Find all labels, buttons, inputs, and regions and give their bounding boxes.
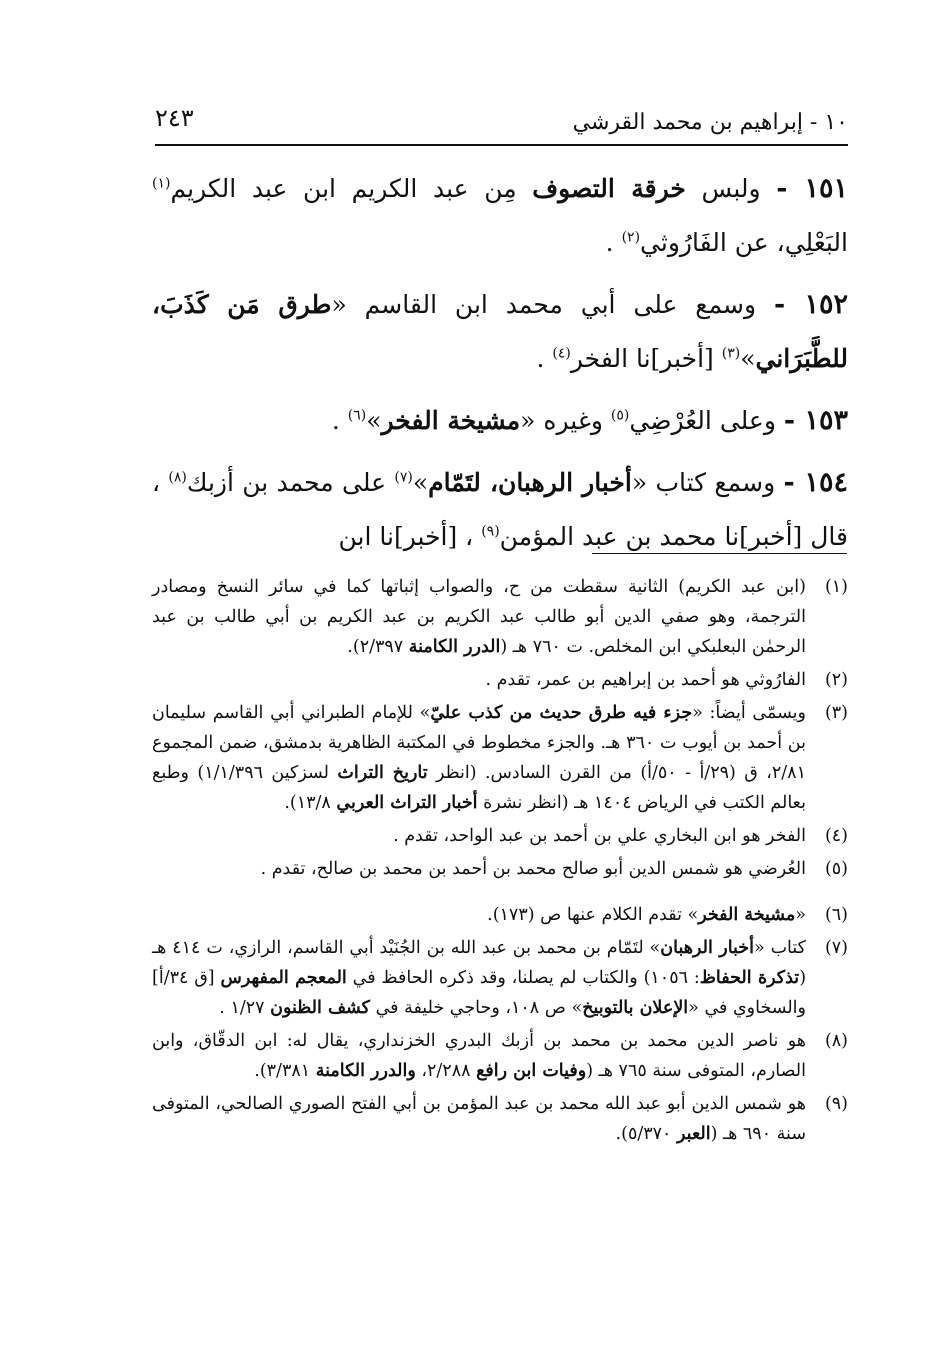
footnote-bold-text: كشف الظنون xyxy=(270,998,370,1018)
entry-number: ١٥٣ - xyxy=(783,405,848,436)
entry-text: » xyxy=(740,344,756,373)
entry-bold-text: مشيخة الفخر xyxy=(381,406,521,435)
entry-153 xyxy=(152,394,848,448)
entry-151 xyxy=(152,162,848,270)
footnote-number: (١) xyxy=(824,577,848,597)
footnotes xyxy=(152,572,848,1152)
footnote-item xyxy=(152,572,848,662)
entry-text: . xyxy=(331,406,348,435)
entry-text: ولبس xyxy=(685,174,777,203)
footnote-text-run: العُرضي هو شمس الدين أبو صالح محمد بن أحمد بن محمد بن صالح، تقدم . xyxy=(260,859,806,879)
footnote-item xyxy=(152,933,848,1023)
entry-text: وعلى العُرْضِي xyxy=(629,406,784,435)
entry-text: . xyxy=(605,228,622,257)
footnote-text xyxy=(152,665,806,695)
footnote-text xyxy=(152,1026,806,1086)
footnote-item xyxy=(152,900,848,930)
footnote-ref[interactable]: (٨) xyxy=(168,469,187,486)
footnote-text-run: هو ناصر الدين محمد بن محمد بن أزبك البدري الخزنداري، يقال له: ابن الدقّاق، وابن الصارم، المتوفى سنة ٧٦٥ هـ ( xyxy=(152,1031,806,1081)
entry-bold-text: أخبار الرهبان، لتَمّام xyxy=(428,468,632,497)
entry-text: البَعْلِي، عن الفَارُوثي xyxy=(640,228,848,257)
footnote-text-run: ١/٢٧ . xyxy=(219,998,271,1018)
entry-text: . xyxy=(536,344,553,373)
footnote-text-run: ٢/٢٨٨، xyxy=(415,1061,477,1081)
footnote-number: (٢) xyxy=(824,670,848,690)
footnote-item xyxy=(152,821,848,851)
footnote-bold-text: تذكرة الحفاظ xyxy=(699,968,800,988)
entry-text: [أخبر]نا الفخر xyxy=(570,344,722,373)
footnote-ref[interactable]: (١) xyxy=(152,175,171,192)
footnote-ref[interactable]: (٣) xyxy=(721,345,741,362)
entry-text: وغيره « xyxy=(520,406,611,435)
footnote-bold-text: المعجم المفهرس xyxy=(220,968,347,988)
footnote-text-run: ٥/٣٧٠). xyxy=(615,1124,678,1144)
footnote-text-run: » للإمام الطبراني أبي القاسم سليمان بن أحمد بن أيوب ت ٣٦٠ هـ. والجزء مخطوط في المكتبة الظاهرية بدمشق، ضمن المجموع ٢/٨١، ق (٢٩/أ - ٥٠/أ) من القرن السادس. (انظر xyxy=(152,703,806,783)
footnote-text-run: ويسمّى أيضاً: « xyxy=(692,703,807,723)
footnote-text xyxy=(152,821,806,851)
footnote-bold-text: الإعلان بالتوبيخ xyxy=(582,998,689,1018)
footnote-ref[interactable]: (٧) xyxy=(394,469,413,486)
footnote-item xyxy=(152,854,848,884)
footnote-text xyxy=(152,1089,806,1149)
footnote-number: (٧) xyxy=(824,938,848,958)
footnote-bold-text: والدرر الكامنة xyxy=(315,1061,416,1081)
footnote-text-run: : ١٠٥٦) والكتاب لم يصلنا، وقد ذكره الحافظ في xyxy=(346,968,700,988)
footnote-ref[interactable]: (٥) xyxy=(610,407,630,424)
entry-number: ١٥٢ - xyxy=(773,289,848,320)
footnote-bold-text: جزء فيه طرق حديث من كذب عليّ xyxy=(430,703,693,723)
footnote-ref[interactable]: (٦) xyxy=(347,407,367,424)
header-title: ١٠ - إبراهيم بن محمد القرشي xyxy=(572,110,848,135)
entry-text: وسمع على أبي محمد ابن القاسم « xyxy=(331,290,774,319)
footnote-ref[interactable]: (٩) xyxy=(481,523,500,540)
footnote-text-run: » تقدم الكلام عنها ص (١٧٣). xyxy=(487,905,699,925)
page-number: ٢٤٣ xyxy=(155,104,194,132)
footnote-item xyxy=(152,1089,848,1149)
footnote-text xyxy=(152,698,806,818)
footnote-bold-text: أخبار الرهبان xyxy=(660,938,754,958)
footnote-text-run: هو شمس الدين أبو عبد الله محمد بن عبد المؤمن بن أبي الفتح الصوري الصالحي، المتوفى سنة ٦٩٠ هـ ( xyxy=(152,1094,806,1144)
footnote-number: (٤) xyxy=(824,826,848,846)
footnote-item xyxy=(152,665,848,695)
footnote-text-run: ١٣/٨). xyxy=(284,793,337,813)
main-text xyxy=(152,162,848,572)
footnote-bold-text: وفيات ابن رافع xyxy=(476,1061,587,1081)
footnote-item xyxy=(152,1026,848,1086)
footnote-text xyxy=(152,854,806,884)
entry-text: وسمع كتاب « xyxy=(631,468,784,497)
footnote-text-run: لسزكين ١/١/٣٩٦) وطبع بعالم الكتب في الرياض ١٤٠٤ هـ (انظر نشرة xyxy=(152,763,806,813)
entry-number: ١٥٤ - xyxy=(783,467,848,498)
footnote-bold-text: أخبار التراث العربي xyxy=(336,793,478,813)
footnote-number: (٩) xyxy=(824,1094,848,1114)
footnote-bold-text: تاريخ التراث xyxy=(337,763,428,783)
footnote-bold-text: العبر xyxy=(677,1124,711,1144)
entry-bold-text: خرقة التصوف xyxy=(532,174,686,203)
footnote-text-run: كتاب « xyxy=(753,938,806,958)
footnote-text xyxy=(152,933,806,1023)
footnote-ref[interactable]: (٢) xyxy=(621,229,641,246)
footnote-text-run: » لتَمّام بن محمد بن عبد الله بن الجُنَيْد أبي القاسم، الرازي، ت ٤١٤ هـ ( xyxy=(152,938,807,988)
entry-text: على محمد بن أزبك xyxy=(186,468,395,497)
entry-text: » xyxy=(366,406,382,435)
footnote-text-run: (ابن عبد الكريم) الثانية سقطت من ح، والصواب إثباتها كما في سائر النسخ ومصادر الترجمة، وهو صفي الدين أبو طالب عبد الكريم بن عبد الكريم بن أبي طالب بن عبد الرحمٰن البعلبكي ابن المخلص. ت ٧٦٠ هـ ( xyxy=(152,577,806,657)
footnote-text-run: ٢/٣٩٧). xyxy=(347,637,409,657)
footnote-text xyxy=(152,900,806,930)
footnote-text-run: الفارُوثي هو أحمد بن إبراهيم بن عمر، تقدم . xyxy=(485,670,806,690)
entry-text: مِن عبد الكريم ابن عبد الكريم xyxy=(170,174,533,203)
footnote-text-run: [ق ٣٤/أ] والسخاوي في « xyxy=(152,968,806,1018)
entry-text: ، [أخبر]نا ابن xyxy=(338,522,482,551)
entry-text: ، قال [أخبر]نا محمد بن عبد المؤمن xyxy=(152,468,848,551)
footnote-number: (٨) xyxy=(824,1031,848,1051)
footnote-number: (٥) xyxy=(824,859,848,879)
footnote-text-run: ٣/٣٨١). xyxy=(254,1061,316,1081)
footnote-ref[interactable]: (٤) xyxy=(552,345,571,362)
entry-number: ١٥١ - xyxy=(776,173,848,204)
footnote-bold-text: الدرر الكامنة xyxy=(408,637,501,657)
footnote-text-run: » ص ١٠٨، وحاجي خليفة في xyxy=(370,998,583,1018)
footnote-number: (٦) xyxy=(824,905,848,925)
entry-154 xyxy=(152,456,848,564)
footnote-text xyxy=(152,572,806,662)
footnote-text-run: « xyxy=(795,905,806,925)
running-header xyxy=(155,100,848,146)
footnote-text-run: الفخر هو ابن البخاري علي بن أحمد بن عبد الواحد، تقدم . xyxy=(393,826,806,846)
footnote-bold-text: مشيخة الفخر xyxy=(698,905,796,925)
footnote-number: (٣) xyxy=(824,703,848,723)
entry-152 xyxy=(152,278,848,386)
entry-bold-text: طرق مَن كَذَبَ، للطَّبَرَاني xyxy=(152,290,848,373)
footnote-item xyxy=(152,698,848,818)
footnote-separator xyxy=(592,553,847,554)
entry-text: » xyxy=(412,468,429,497)
